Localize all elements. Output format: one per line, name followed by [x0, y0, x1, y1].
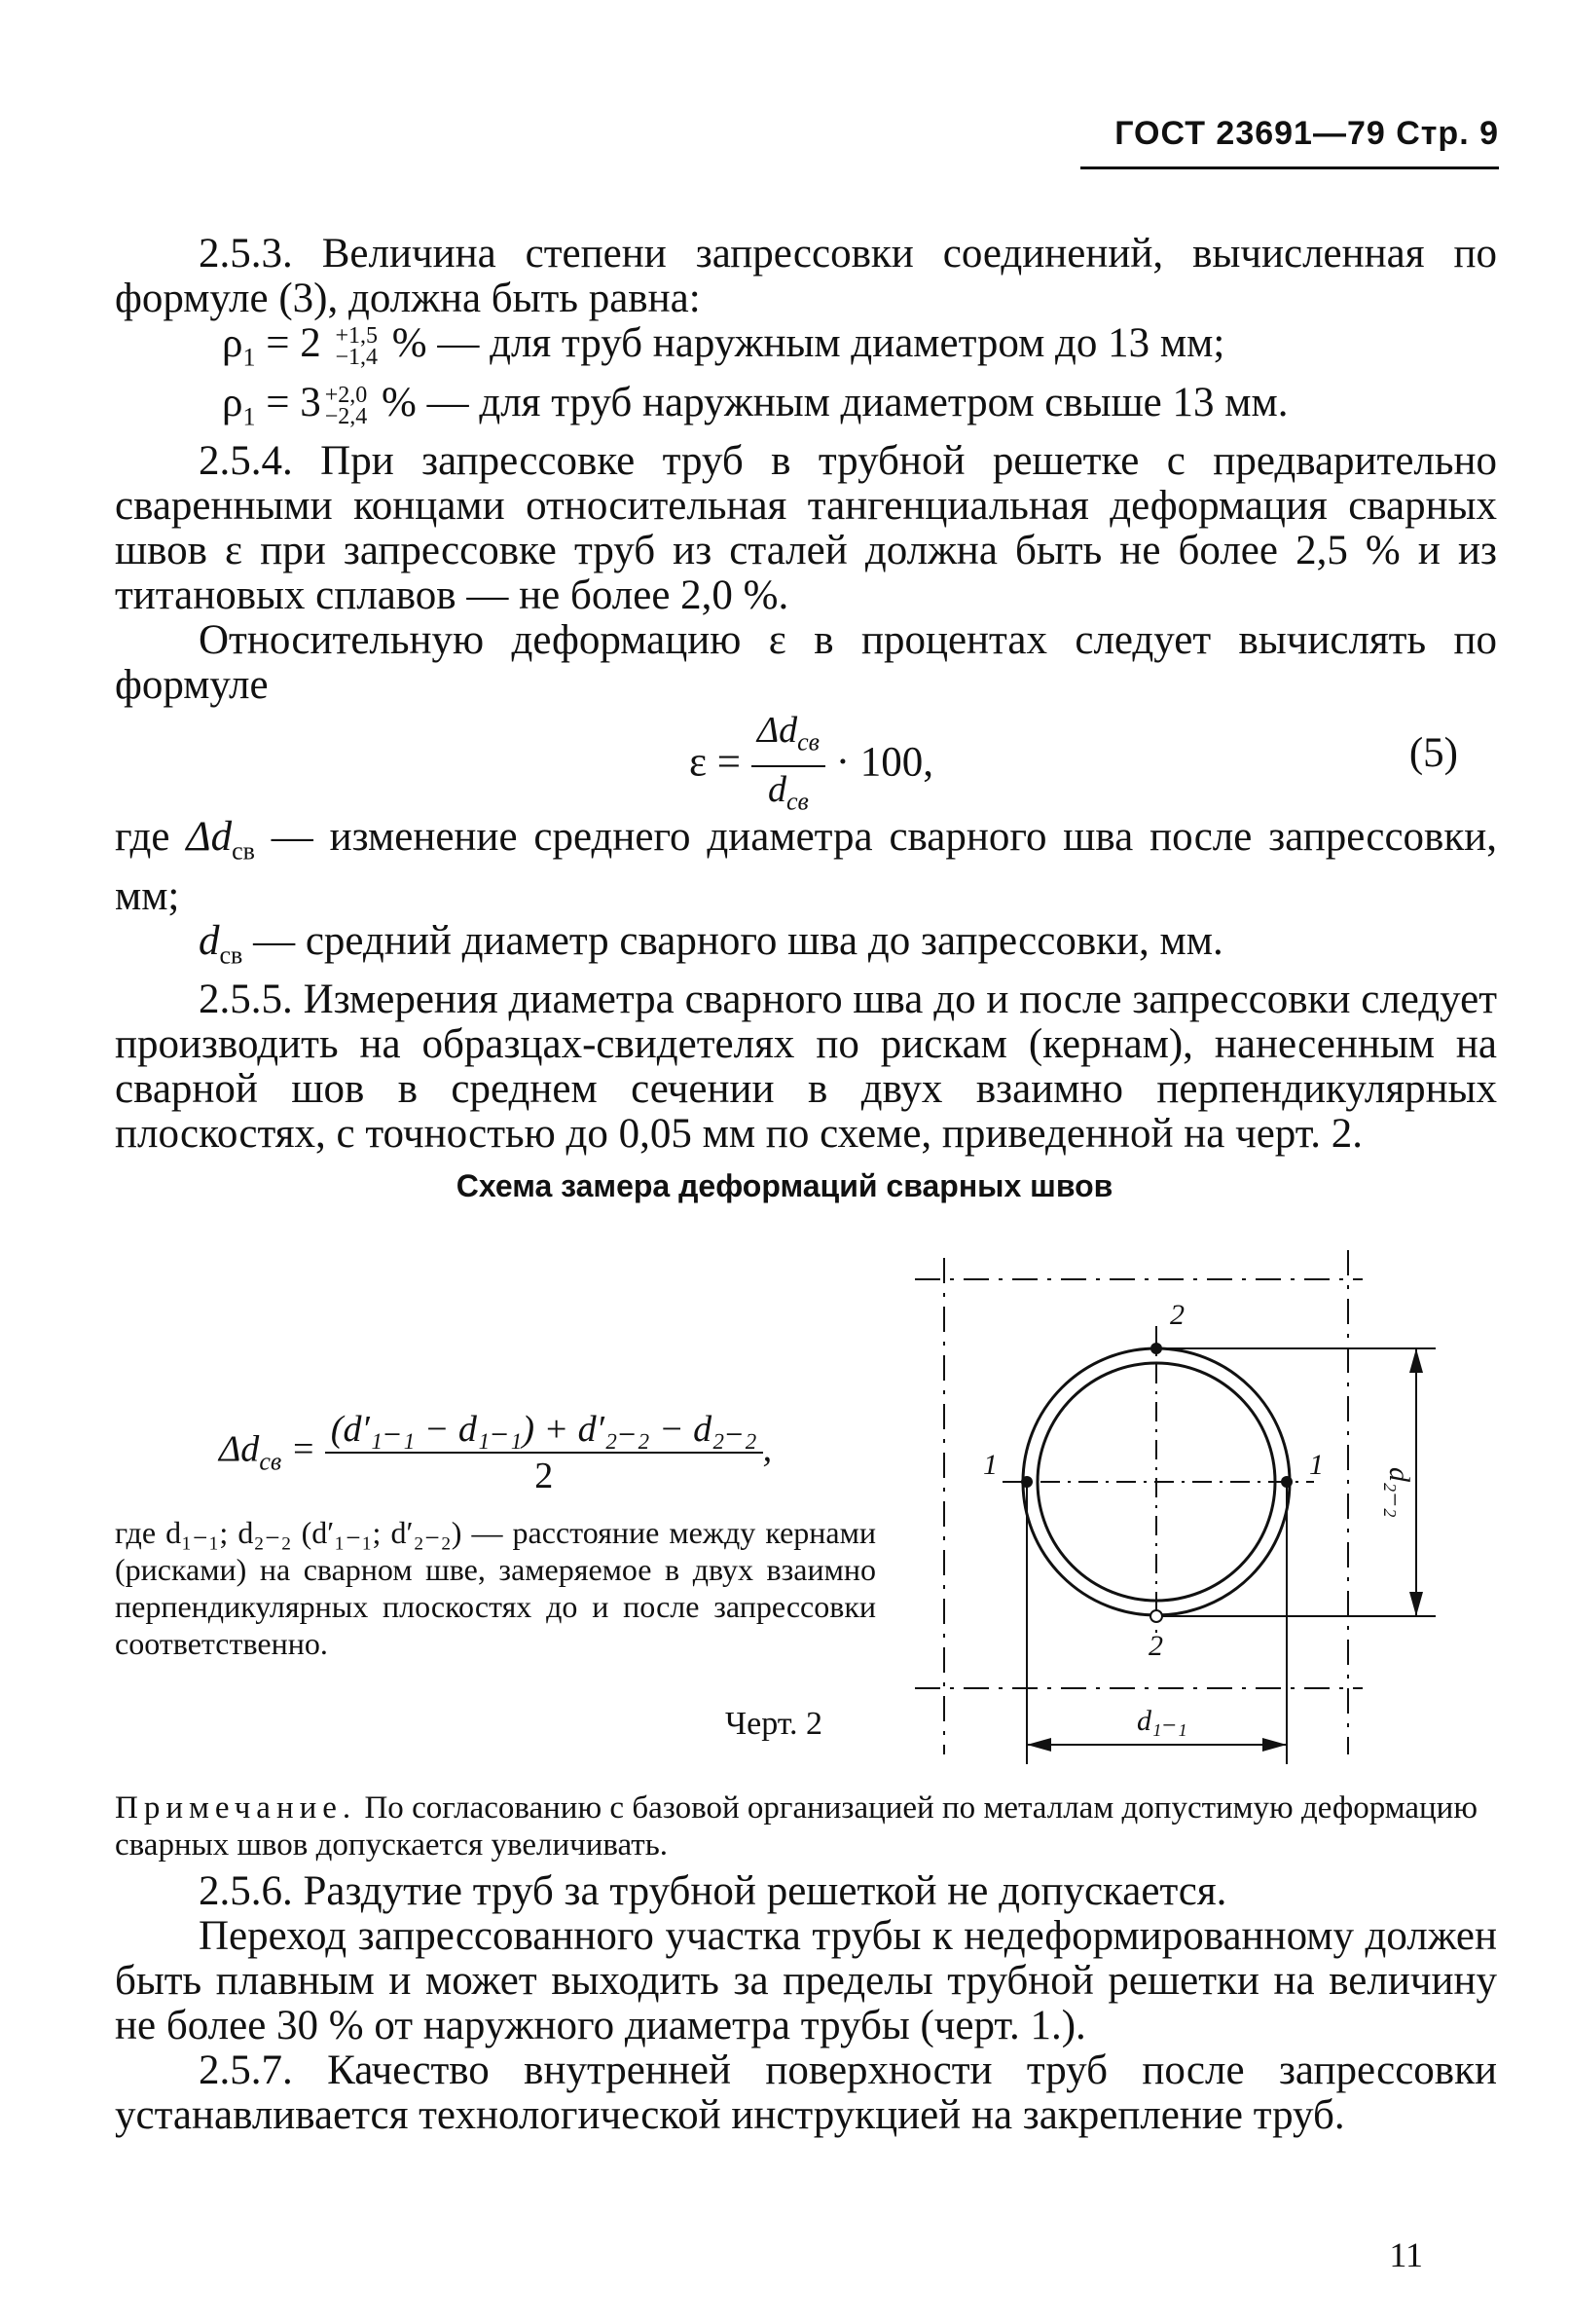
where-line-1: где $\Delta d_{св}$ — изменение среднего диаметра сварного шва после запрессовки, мм;: [115, 814, 1497, 919]
paragraph-2-5-4: 2.5.4. При запрессовке труб в трубной решетке с предварительно сваренными концами относительная тангенциальная деформация сварных швов ε при запрессовке труб из сталей должна быть не более 2,5 % и из титановых сплавов — не более 2,0 %.: [115, 438, 1497, 619]
rho-subscript: 1: [242, 343, 256, 372]
eq5-num-sub: св: [797, 727, 820, 756]
tolerance-1-lower: −1,4: [335, 345, 379, 371]
dim-vertical-arrow-top: [1409, 1348, 1423, 1373]
equation-5-number: (5): [1408, 730, 1458, 777]
rho-symbol-2: ρ: [222, 379, 243, 425]
label-left: 1: [983, 1449, 998, 1481]
paragraph-2-5-3: 2.5.3. Величина степени запрессовки соединений, вычисленная по формуле (3), должна быть равна:: [115, 231, 1497, 321]
dim-horizontal-arrow-right: [1262, 1738, 1287, 1752]
where-sub-2: св: [219, 941, 243, 970]
tolerance-2-upper: +2,0: [324, 382, 368, 408]
dim-vertical-arrow-bottom: [1409, 1592, 1423, 1616]
figure-title: Схема замера деформаций сварных швов: [456, 1168, 1113, 1203]
section-2-5-6-to-2-5-7: [115, 1869, 1497, 2138]
mark-right: [1281, 1476, 1293, 1488]
rho-symbol: ρ: [222, 320, 243, 366]
figure-formula-lhs: Δd: [219, 1428, 260, 1470]
rho-value-2: = 3: [255, 379, 321, 425]
weld-measurement-diagram: [905, 1248, 1415, 1774]
paragraph-2-5-6: 2.5.6. Раздутие труб за трубной решеткой не допускается.: [199, 1868, 1227, 1914]
tolerance-1-upper: +1,5: [335, 323, 379, 350]
note: [115, 1789, 1478, 1863]
eq5-den-sym: d: [767, 768, 786, 810]
figure-caption: Черт. 2: [725, 1706, 823, 1742]
rho-subscript-2: 1: [242, 402, 256, 431]
formula-2-text: % — для труб наружным диаметром свыше 13 мм.: [371, 379, 1289, 425]
label-top: 2: [1170, 1299, 1185, 1331]
figure-formula-lhs-sub: св: [259, 1447, 282, 1476]
eq5-num-sym: Δd: [756, 710, 798, 752]
where-sym-2: d: [199, 917, 220, 964]
tolerance-2: [324, 382, 368, 429]
figure-formula-denominator: 2: [534, 1456, 554, 1496]
where-sub-1: св: [232, 836, 255, 866]
equation-5-fraction: [751, 708, 825, 824]
paragraph-2-5-4-formula-intro: Относительную деформацию ε в процентах следует вычислять по формуле: [115, 617, 1497, 709]
figure-formula: $\Delta d_{св}$ = $\frac{\text{(d′₁₋₁ − d₁₋₁) + d′₂₋₂ − d₂₋₂}}{2}$ ,: [219, 1409, 773, 1496]
equation-5: [115, 708, 1497, 815]
page-number: 11: [1389, 2235, 1423, 2274]
rho-value: = 2: [255, 320, 332, 366]
formula-rho-1: [115, 321, 1497, 381]
equation-5-rhs: · 100,: [835, 739, 934, 786]
where-sym-1: Δd: [186, 814, 233, 861]
equation-5-numerator: [751, 708, 825, 767]
formula-rho-2: [115, 381, 1497, 440]
paragraph-2-5-7: 2.5.7. Качество внутренней поверхности труб после запрессовки устанавливается технологической инструкцией на закрепление труб.: [115, 2047, 1497, 2138]
label-right: 1: [1309, 1449, 1324, 1481]
page-header: ГОСТ 23691—79 Стр. 9: [1080, 115, 1499, 169]
eq5-den-sub: св: [785, 787, 809, 816]
tolerance-2-lower: −2,4: [324, 403, 368, 429]
dim-horizontal-arrow-left: [1027, 1738, 1051, 1752]
dimension-vertical-label: d₂₋₂: [1383, 1467, 1415, 1518]
mark-bottom: [1150, 1610, 1162, 1622]
equation-5-lhs: ε =: [689, 739, 742, 786]
figure-formula-numerator: (d′₁₋₁ − d₁₋₁) + d′₂₋₂ − d₂₋₂: [325, 1407, 763, 1454]
tolerance-1: [335, 323, 379, 371]
paragraph-2-5-6-cont: Переход запрессованного участка трубы к недеформированному должен быть плавным и может выходить за пределы трубной решетки на величину не более 30 % от наружного диаметра трубы (черт. 1.).: [115, 1913, 1497, 2048]
paragraph-2-5-5: 2.5.5. Измерения диаметра сварного шва до и после запрессовки следует производить на образцах-свидетелях по рискам (кернам), нанесенным на сварной шов в среднем сечении в двух взаимно перпендикулярных плоскостях, с точностью до 0,05 мм по схеме, приведенной на черт. 2.: [115, 977, 1497, 1158]
dimension-horizontal-label: d₁₋₁: [1137, 1705, 1187, 1737]
where-text-2: — средний диаметр сварного шва до запрессовки, мм.: [242, 917, 1223, 964]
section-2-5-3-to-2-5-5: [115, 232, 1497, 1157]
equation-5-denominator: [751, 767, 825, 825]
label-bottom: 2: [1149, 1630, 1163, 1662]
where-text-1: — изменение среднего диаметра сварного шва после запрессовки, мм;: [115, 814, 1497, 919]
note-text: По согласованию с базовой организацией по металлам допустимую деформацию сварных швов допускается увеличивать.: [115, 1790, 1478, 1863]
mark-left: [1021, 1476, 1033, 1488]
note-label: Примечание.: [115, 1790, 357, 1826]
mark-top: [1150, 1343, 1162, 1354]
figure-formula-tail: ,: [762, 1428, 773, 1470]
equation-5-body: [689, 708, 933, 824]
where-line-2: [115, 919, 1497, 978]
figure-explanation: где d₁₋₁; d₂₋₂ (d′₁₋₁; d′₂₋₂) — расстояние между кернами (рисками) на сварном шве, замеряемое в двух взаимно перпендикулярных плоскостях до и после запрессовки соответственно.: [115, 1515, 876, 1661]
formula-1-text: % — для труб наружным диаметром до 13 мм;: [382, 320, 1225, 366]
figure-formula-fraction: [325, 1407, 763, 1498]
